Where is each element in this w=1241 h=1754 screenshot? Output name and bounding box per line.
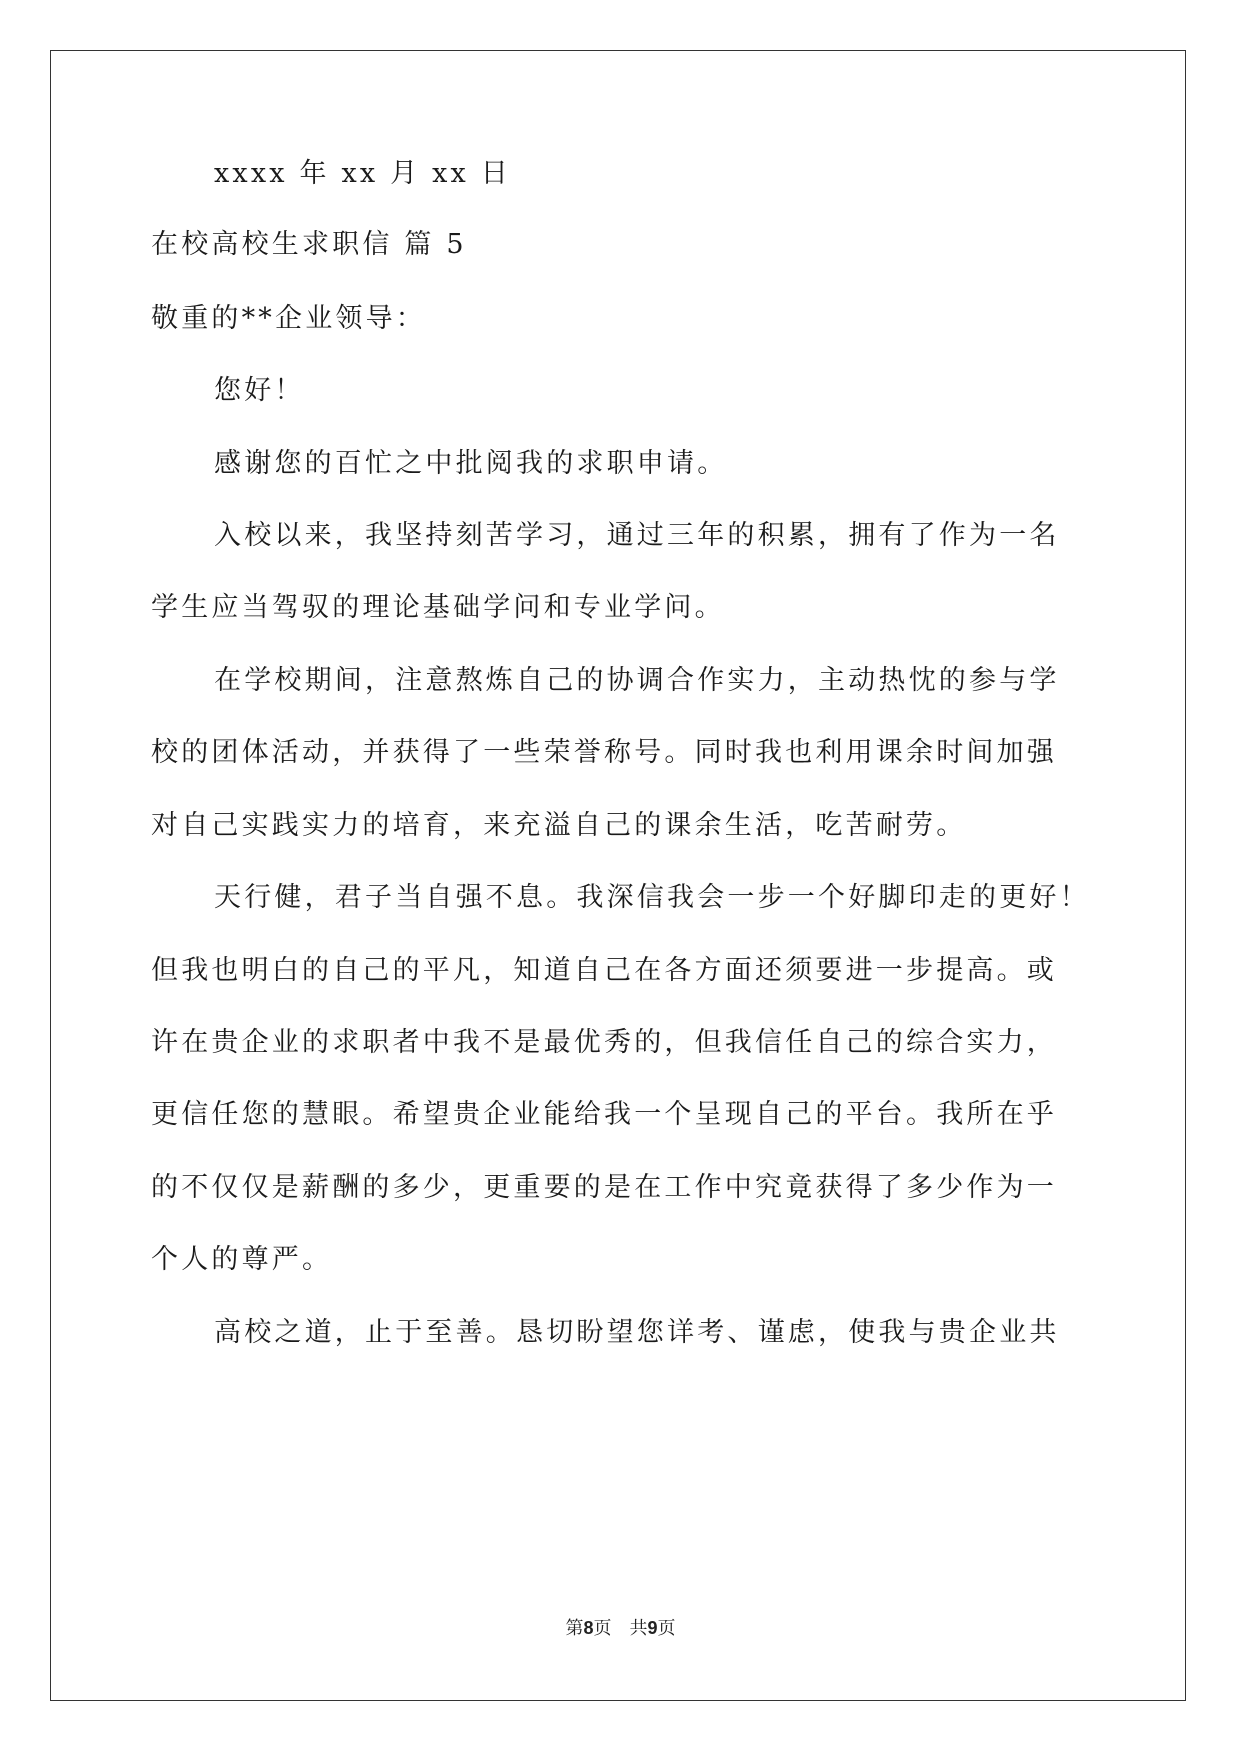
body-line: 对自己实践实力的培育，来充溢自己的课余生活，吃苦耐劳。 <box>151 810 967 841</box>
current-page-number: 8 <box>583 1618 594 1638</box>
body-line: 高校之道，止于至善。恳切盼望您详考、谨虑，使我与贵企业共 <box>214 1317 1060 1348</box>
body-line: 的不仅仅是薪酬的多少，更重要的是在工作中究竟获得了多少作为一 <box>151 1172 1057 1203</box>
greeting: 您好！ <box>214 375 305 406</box>
body-line: 天行健，君子当自强不息。我深信我会一步一个好脚印走的更好！ <box>214 882 1090 913</box>
section-title: 在校高校生求职信 篇 5 <box>151 229 467 260</box>
body-line: 更信任您的慧眼。希望贵企业能给我一个呈现自己的平台。我所在乎 <box>151 1099 1057 1130</box>
body-line: 感谢您的百忙之中批阅我的求职申请。 <box>214 448 728 479</box>
footer-prefix: 第 <box>565 1618 584 1639</box>
body-line: 学生应当驾驭的理论基础学问和专业学问。 <box>151 592 725 623</box>
body-line: 入校以来，我坚持刻苦学习，通过三年的积累，拥有了作为一名 <box>214 520 1060 551</box>
page-border <box>50 50 1186 1701</box>
body-line: 许在贵企业的求职者中我不是最优秀的，但我信任自己的综合实力， <box>151 1027 1057 1058</box>
body-line: 校的团体活动，并获得了一些荣誉称号。同时我也利用课余时间加强 <box>151 737 1057 768</box>
date-line: xxxx 年 xx 月 xx 日 <box>214 158 511 189</box>
footer-suffix: 页 <box>657 1618 676 1639</box>
body-line: 个人的尊严。 <box>151 1244 333 1275</box>
salutation: 敬重的**企业领导： <box>151 303 426 334</box>
footer-mid: 页 共 <box>593 1618 648 1639</box>
body-line: 但我也明白的自己的平凡，知道自己在各方面还须要进一步提高。或 <box>151 955 1057 986</box>
page-footer <box>0 1616 1241 1641</box>
total-page-number: 9 <box>647 1618 658 1638</box>
body-line: 在学校期间，注意熬炼自己的协调合作实力，主动热忱的参与学 <box>214 665 1060 696</box>
